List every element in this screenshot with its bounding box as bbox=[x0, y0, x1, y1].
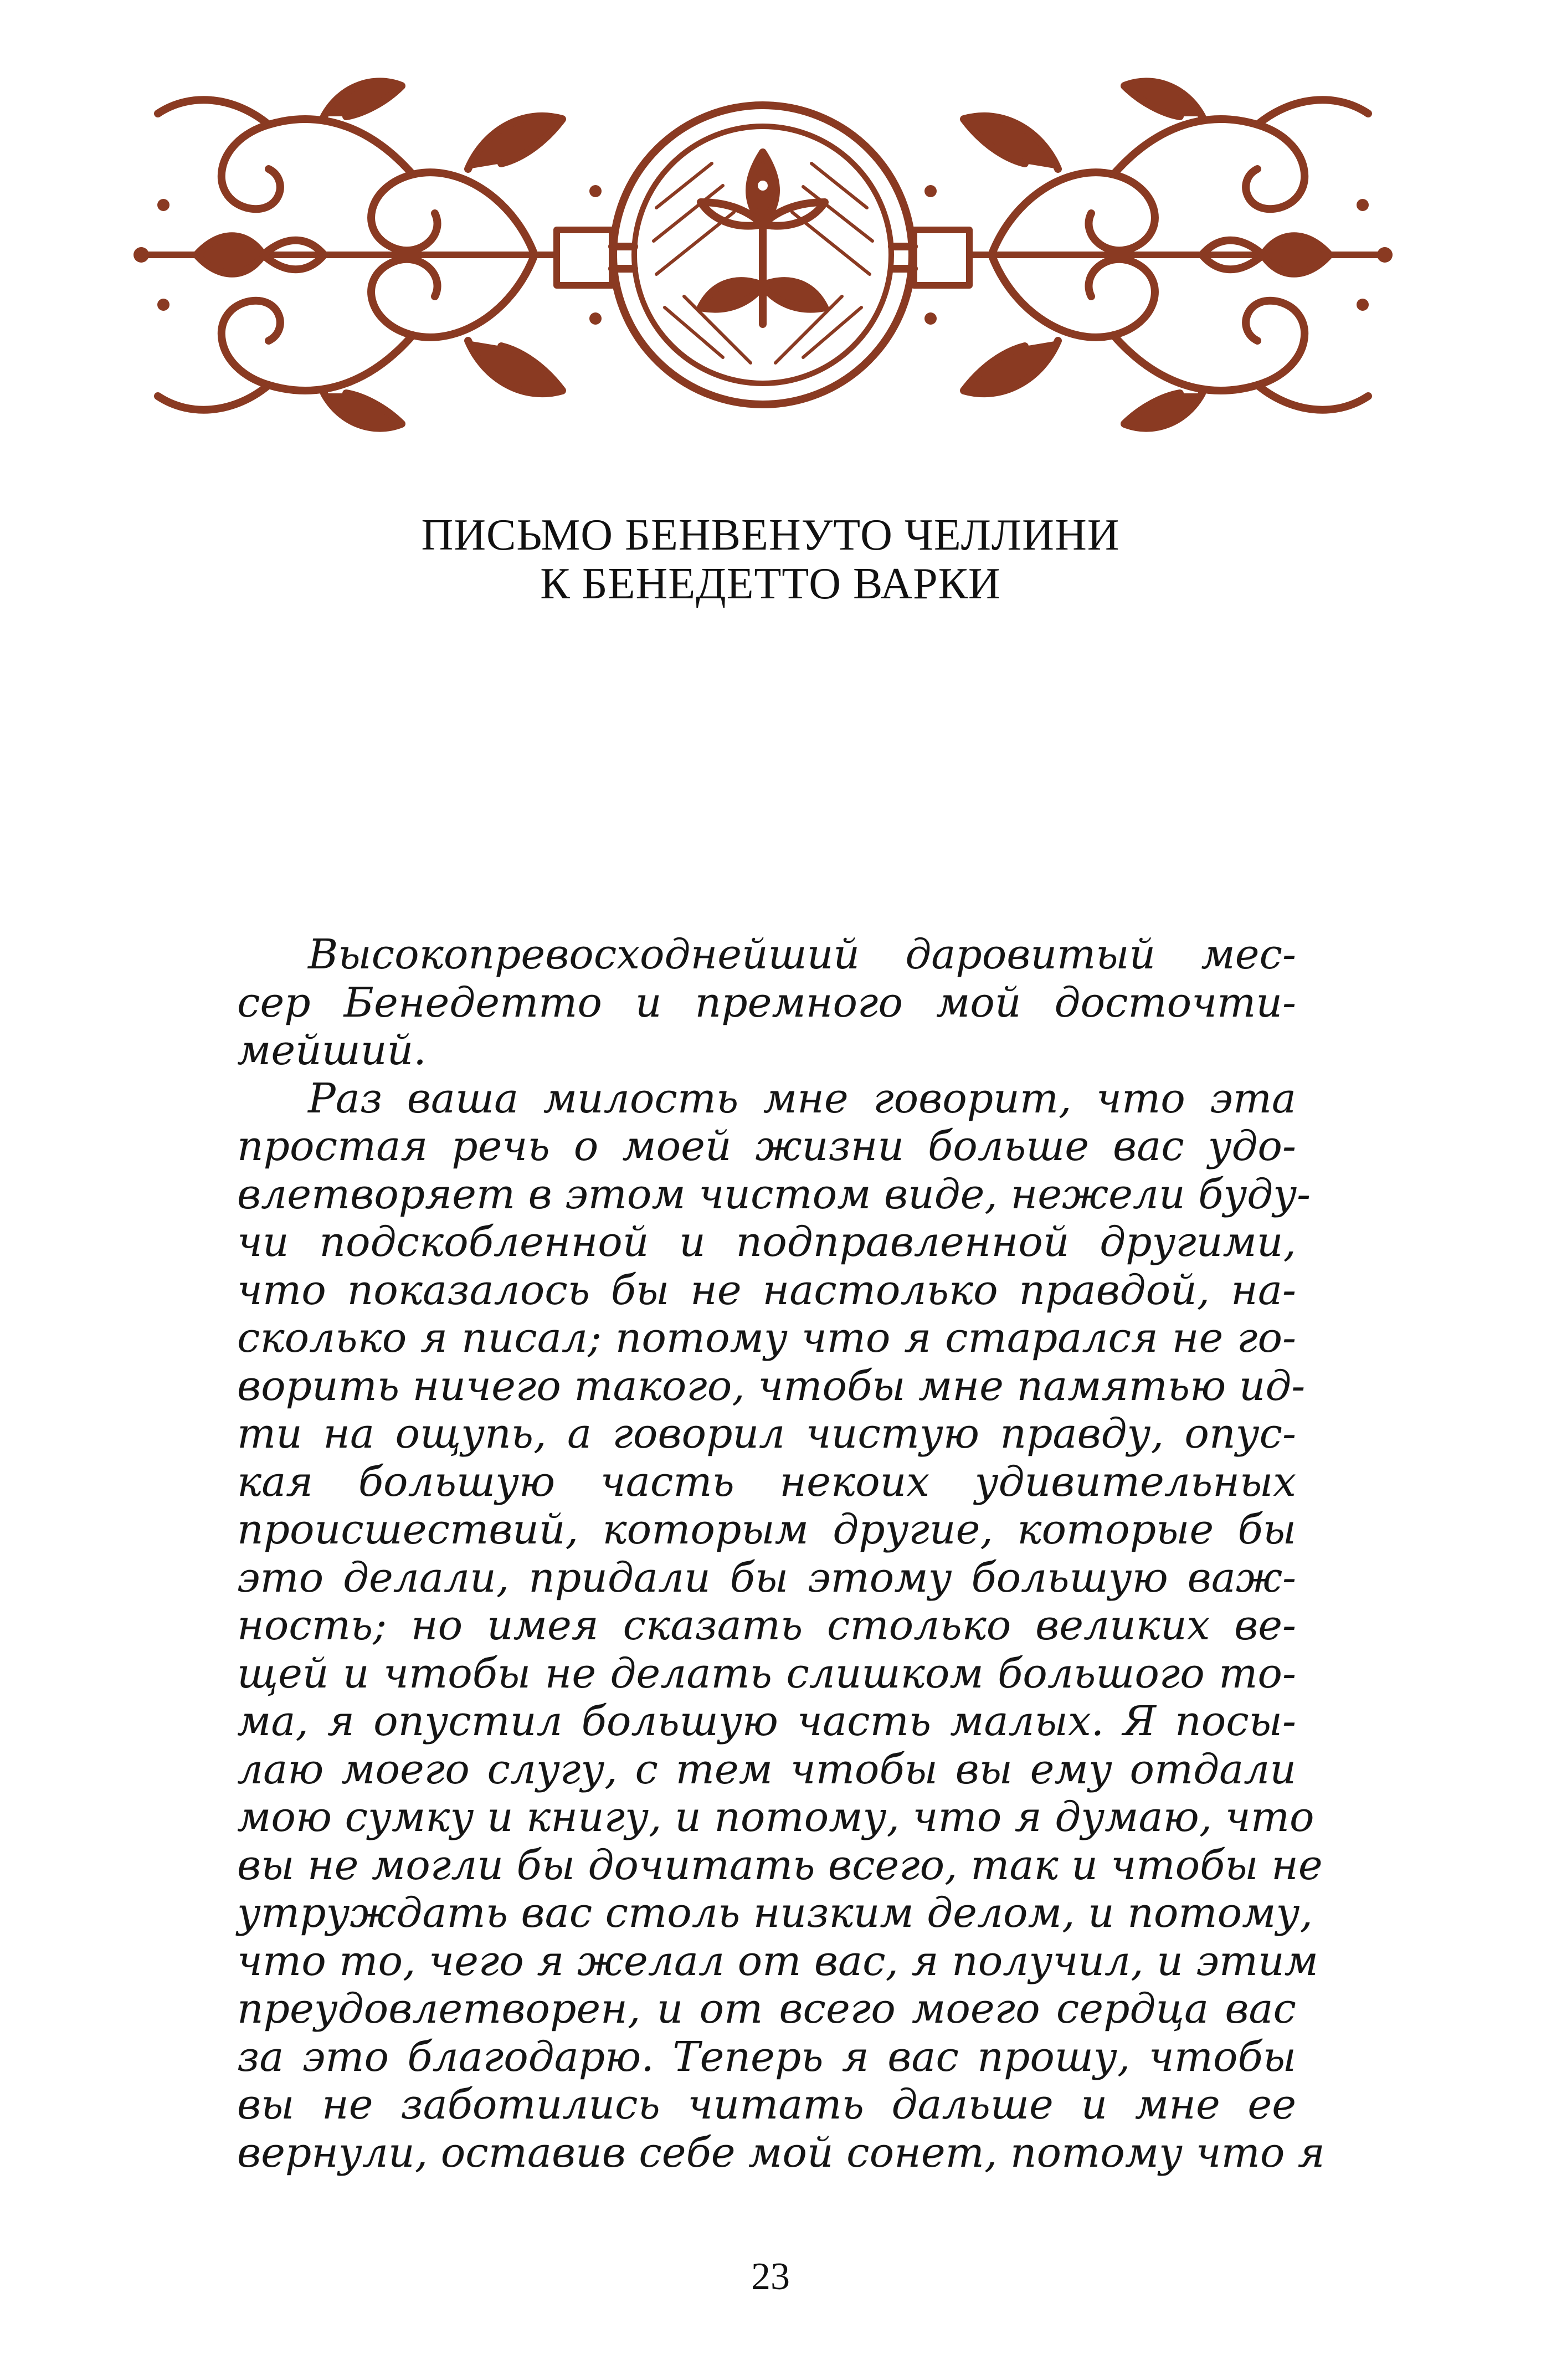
text-line: утруждать вас столь низким делом, и потому, bbox=[237, 1889, 1313, 1937]
chapter-title-line-2: К БЕНЕДЕТТО ВАРКИ bbox=[540, 560, 1001, 608]
text-line: Раз ваша милость мне говорит, что эта bbox=[308, 1074, 1296, 1122]
text-line: сколько я писал; потому что я старался не го- bbox=[237, 1314, 1296, 1362]
text-line: это делали, придали бы этому большую важ- bbox=[237, 1553, 1296, 1602]
text-line: вы не могли бы дочитать всего, так и чтобы не bbox=[237, 1841, 1323, 1889]
text-line: мейший. bbox=[237, 1027, 427, 1074]
text-line: что то, чего я желал от вас, я получил, и этим bbox=[237, 1937, 1319, 1985]
text-line: мою сумку и книгу, и потому, что я думаю, что bbox=[237, 1793, 1314, 1841]
text-line: ти на ощупь, а говорил чистую правду, опус- bbox=[237, 1410, 1296, 1458]
text-line: происшествий, которым другие, которые бы bbox=[237, 1506, 1296, 1553]
text-line: сер Бенедетто и премного мой досточти- bbox=[237, 978, 1296, 1027]
headpiece-ornament bbox=[125, 64, 1401, 440]
text-line: за это благодарю. Теперь я вас прошу, чтобы bbox=[237, 2033, 1296, 2081]
text-line: вы не заботились читать дальше и мне ее bbox=[237, 2081, 1296, 2128]
text-line: кая большую часть некоих удивительных bbox=[237, 1458, 1296, 1506]
text-line: вернули, оставив себе мой сонет, потому что я bbox=[237, 2128, 1325, 2177]
text-line: ность; но имея сказать столько великих ве- bbox=[237, 1602, 1296, 1649]
text-line: ма, я опустил большую часть малых. Я посы- bbox=[237, 1697, 1296, 1745]
text-line: влетворяет в этом чистом виде, нежели буду- bbox=[237, 1170, 1311, 1218]
text-line: лаю моего слугу, с тем чтобы вы ему отдали bbox=[237, 1745, 1296, 1793]
chapter-title-line-1: ПИСЬМО БЕНВЕНУТО ЧЕЛЛИНИ bbox=[421, 511, 1120, 560]
text-line: чи подскобленной и подправленной другими, bbox=[237, 1218, 1296, 1266]
text-line: что показалось бы не настолько правдой, на- bbox=[237, 1266, 1296, 1314]
text-line: щей и чтобы не делать слишком большого то- bbox=[237, 1649, 1296, 1697]
page-number: 23 bbox=[751, 2255, 790, 2298]
text-line: ворить ничего такого, чтобы мне памятью ид- bbox=[237, 1362, 1306, 1410]
letter-body bbox=[237, 931, 1325, 2177]
text-line: Высокопревосходнейший даровитый мес- bbox=[308, 931, 1296, 978]
text-line: простая речь о моей жизни больше вас удо- bbox=[237, 1122, 1296, 1170]
text-line: преудовлетворен, и от всего моего сердца вас bbox=[237, 1985, 1296, 2033]
